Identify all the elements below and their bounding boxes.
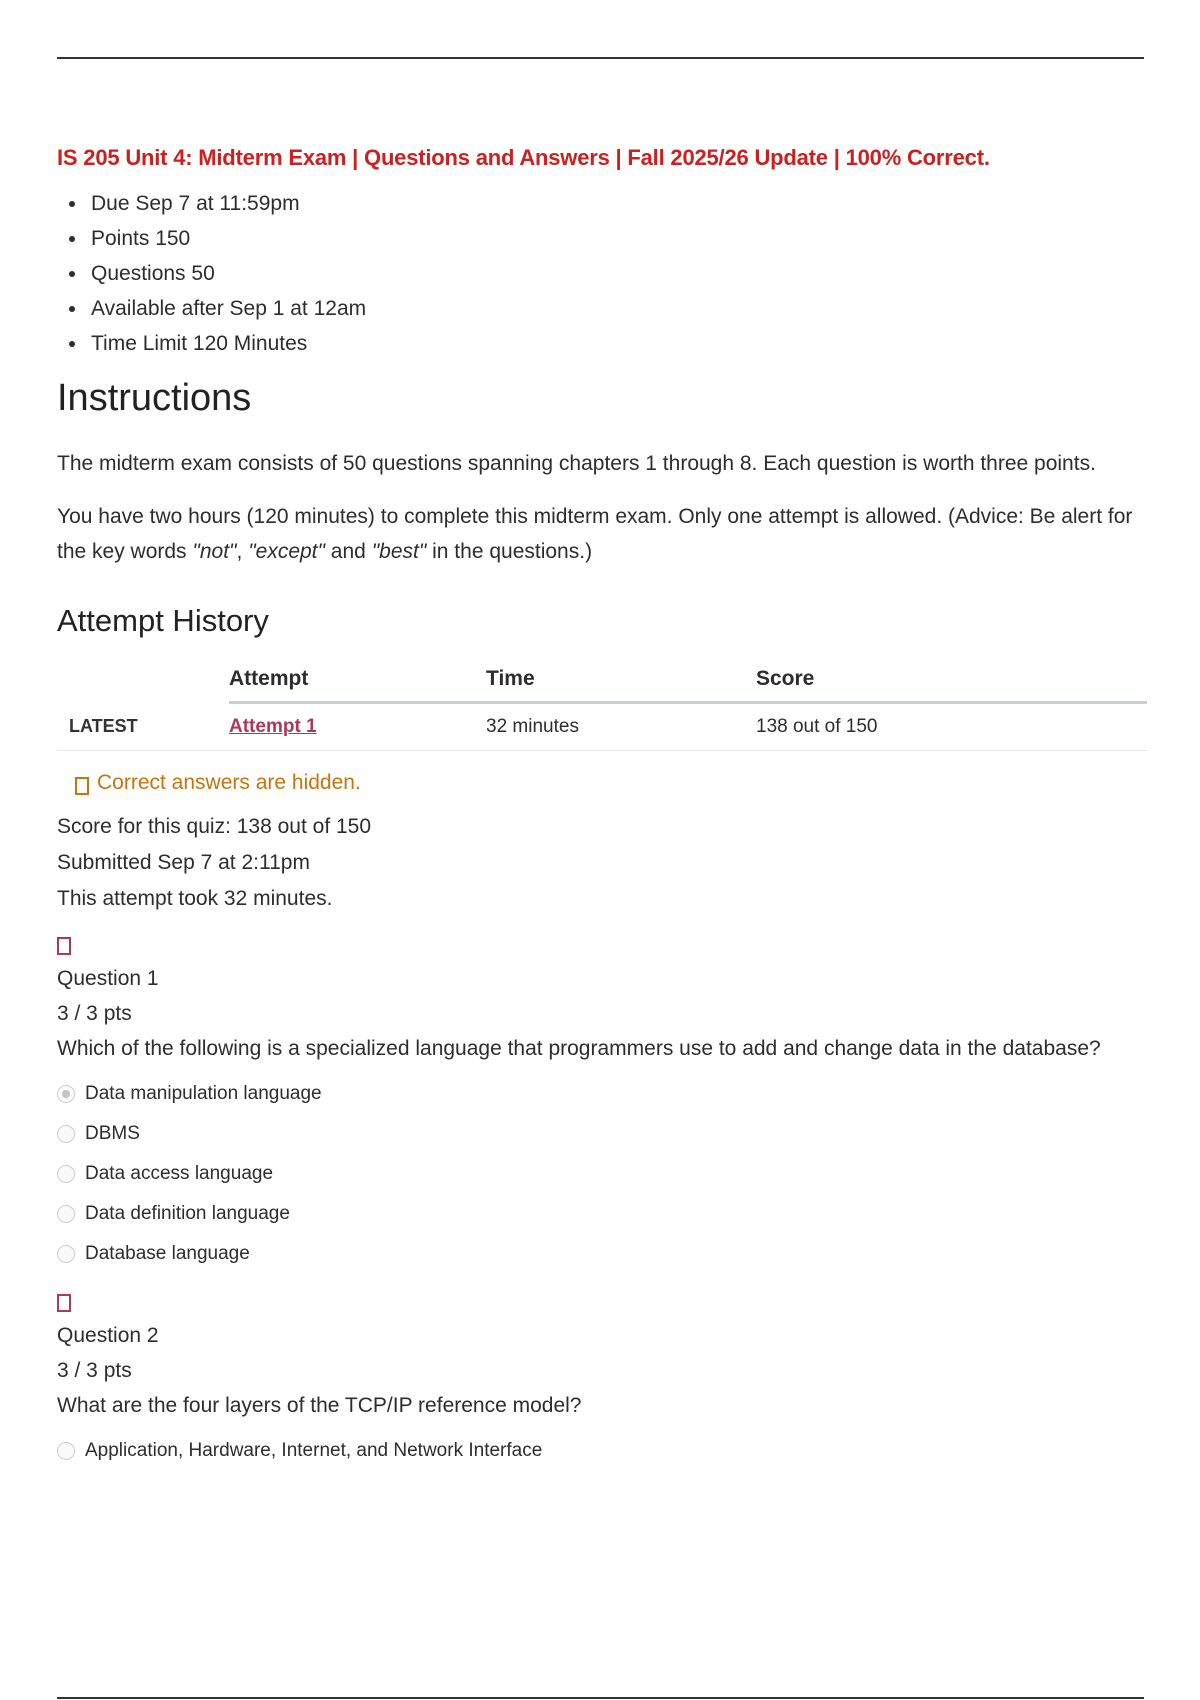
instructions-paragraph-2 xyxy=(57,499,1147,569)
radio-icon[interactable] xyxy=(57,1125,75,1143)
top-rule xyxy=(57,57,1144,59)
header-attempt: Attempt xyxy=(229,657,486,703)
attempt-cell xyxy=(229,703,486,751)
answer-option[interactable] xyxy=(57,1431,1147,1471)
instructions-text: You have two hours (120 minutes) to complete this midterm exam. Only one attempt is allowed. (Advice: Be alert for the key words xyxy=(57,505,1133,563)
radio-icon[interactable] xyxy=(57,1442,75,1460)
question-title: Question 2 xyxy=(57,1324,159,1347)
attempt-1-link[interactable]: Attempt 1 xyxy=(229,716,317,737)
radio-icon[interactable] xyxy=(57,1245,75,1263)
flag-icon[interactable] xyxy=(57,937,71,955)
attempt-history-table xyxy=(57,657,1147,751)
points: Points 150 xyxy=(69,221,1147,256)
time-limit: Time Limit 120 Minutes xyxy=(69,326,1147,361)
instructions-text-end: in the questions.) xyxy=(426,540,593,563)
bottom-rule xyxy=(57,1697,1144,1699)
answer-label: Application, Hardware, Internet, and Network Interface xyxy=(85,1440,543,1461)
answer-label: Database language xyxy=(85,1243,250,1264)
attempt-history-heading: Attempt History xyxy=(57,603,269,638)
header-time: Time xyxy=(486,657,756,703)
answer-option[interactable] xyxy=(57,1154,1147,1194)
hidden-answers-notice xyxy=(75,771,1147,795)
question-text: What are the four layers of the TCP/IP reference model? xyxy=(57,1394,582,1417)
notice-text: Correct answers are hidden. xyxy=(97,771,361,794)
question-points: 3 / 3 pts xyxy=(57,1002,132,1025)
answer-label: DBMS xyxy=(85,1123,140,1144)
answer-option[interactable] xyxy=(57,1234,1147,1274)
quiz-score: Score for this quiz: 138 out of 150 xyxy=(57,815,372,838)
submitted-time: Submitted Sep 7 at 2:11pm xyxy=(57,851,310,874)
available-after: Available after Sep 1 at 12am xyxy=(69,291,1147,326)
question-text: Which of the following is a specialized language that programmers use to add and change data in the database? xyxy=(57,1037,1101,1060)
score-cell: 138 out of 150 xyxy=(756,703,1147,751)
keyword-not: "not" xyxy=(192,540,237,563)
answer-label: Data manipulation language xyxy=(85,1083,322,1104)
question-2 xyxy=(57,1294,1147,1471)
keyword-except: "except" xyxy=(248,540,325,563)
answer-label: Data access language xyxy=(85,1163,274,1184)
separator: and xyxy=(324,540,372,563)
radio-icon[interactable] xyxy=(57,1205,75,1223)
table-row xyxy=(57,703,1147,751)
latest-label: LATEST xyxy=(57,703,229,751)
radio-selected-icon[interactable] xyxy=(57,1085,75,1103)
instructions-paragraph-1: The midterm exam consists of 50 questions spanning chapters 1 through 8. Each question is worth three points. xyxy=(57,452,1096,475)
question-points: 3 / 3 pts xyxy=(57,1359,132,1382)
answer-list xyxy=(57,1074,1147,1274)
table-header-row xyxy=(57,657,1147,703)
attempt-duration: This attempt took 32 minutes. xyxy=(57,887,333,910)
answer-list xyxy=(57,1431,1147,1471)
document-title: IS 205 Unit 4: Midterm Exam | Questions and Answers | Fall 2025/26 Update | 100% Correct. xyxy=(57,145,990,170)
header-score: Score xyxy=(756,657,1147,703)
flag-icon[interactable] xyxy=(57,1294,71,1312)
question-1 xyxy=(57,937,1147,1274)
questions-count: Questions 50 xyxy=(69,256,1147,291)
due-date: Due Sep 7 at 11:59pm xyxy=(69,186,1147,221)
radio-icon[interactable] xyxy=(57,1165,75,1183)
answer-option[interactable] xyxy=(57,1194,1147,1234)
header-empty xyxy=(57,657,229,703)
time-cell: 32 minutes xyxy=(486,703,756,751)
quiz-details-list xyxy=(57,186,1147,361)
info-icon xyxy=(75,777,89,795)
document-body xyxy=(57,140,1147,1471)
separator: , xyxy=(236,540,249,563)
answer-label: Data definition language xyxy=(85,1203,290,1224)
keyword-best: "best" xyxy=(371,540,427,563)
answer-option[interactable] xyxy=(57,1114,1147,1154)
instructions-heading: Instructions xyxy=(57,377,252,419)
attempt-summary xyxy=(57,809,1147,917)
question-title: Question 1 xyxy=(57,967,159,990)
answer-option[interactable] xyxy=(57,1074,1147,1114)
